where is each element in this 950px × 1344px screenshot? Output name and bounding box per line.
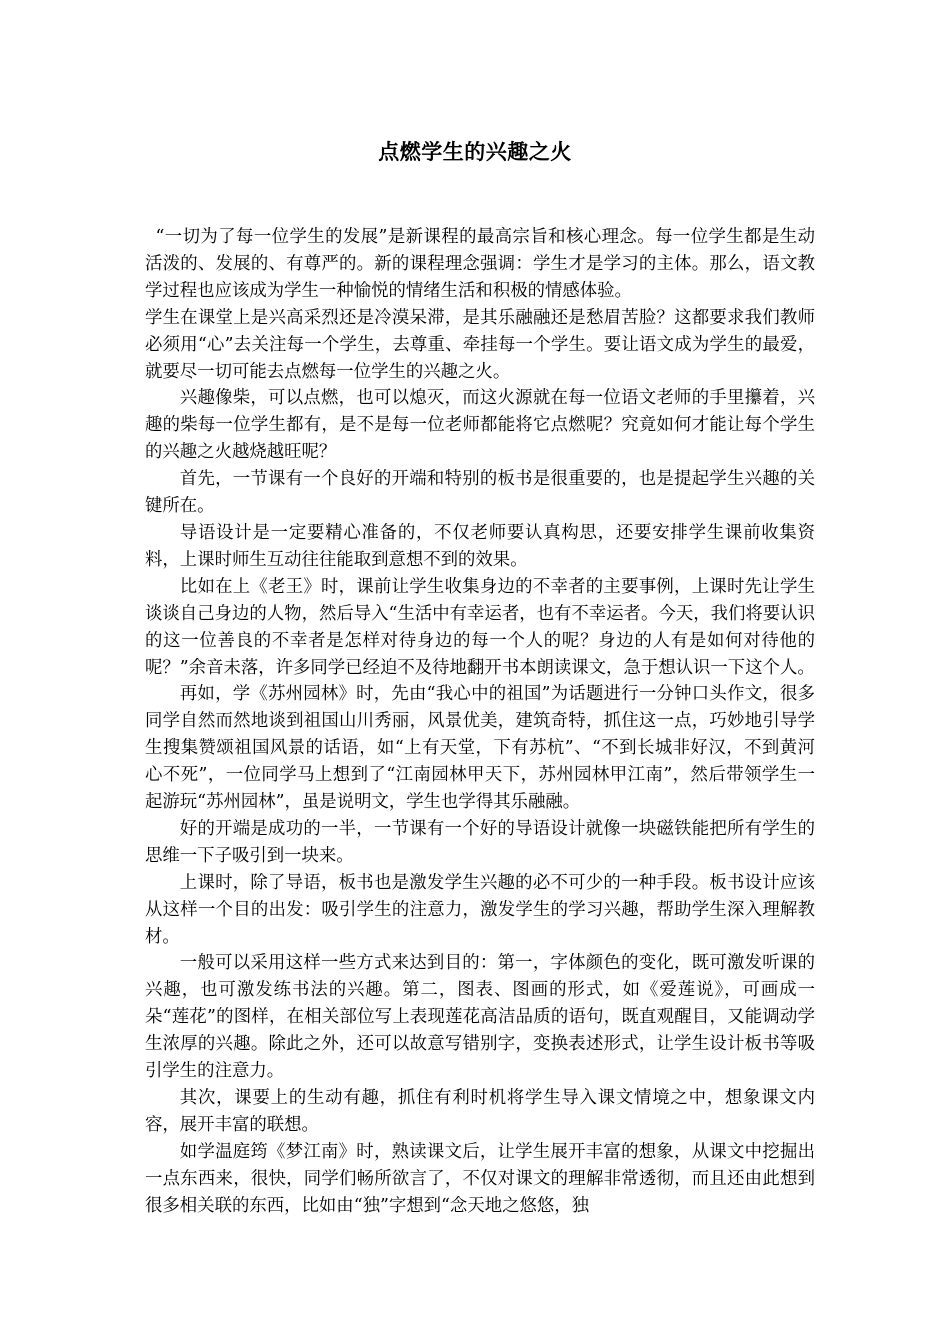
document-title: 点燃学生的兴趣之火	[378, 139, 572, 164]
paragraph: 如学温庭筠《梦江南》时，熟读课文后，让学生展开丰富的想象，从课文中挖掘出一点东西来，很快，同学们畅所欲言了，不仅对课文的理解非常透彻，而且还由此想到很多相关联的东西，比如由“独”字想到“念天地之悠悠，独	[145, 1141, 815, 1216]
paragraph: 其次，课要上的生动有趣，抓住有利时机将学生导入课文情境之中，想象课文内容，展开丰富的联想。	[145, 1088, 815, 1135]
paragraph: “一切为了每一位学生的发展”是新课程的最高宗旨和核心理念。每一位学生都是生动活泼的、发展的、有尊严的。新的课程理念强调：学生才是学习的主体。那么，语文教学过程也应该成为学生一种愉悦的情绪生活和积极的情感体验。	[145, 227, 815, 301]
paragraph: 上课时，除了导语，板书也是激发学生兴趣的必不可少的一种手段。板书设计应该从这样一个目的出发：吸引学生的注意力，激发学生的学习兴趣，帮助学生深入理解教材。	[145, 872, 815, 947]
paragraph: 比如在上《老王》时，课前让学生收集身边的不幸者的主要事例，上课时先让学生谈谈自己身边的人物，然后导入“生活中有幸运者，也有不幸运者。今天，我们将要认识的这一位善良的不幸者是怎样对待身边的每一个人的呢？身边的人有是如何对待他的呢？”余音未落，许多同学已经迫不及待地翻开书本朗读课文，急于想认识一下这个人。	[145, 576, 815, 678]
paragraph: 兴趣像柴，可以点燃，也可以熄灭，而这火源就在每一位语文老师的手里攥着，兴趣的柴每一位学生都有，是不是每一位老师都能将它点燃呢？究竟如何才能让每个学生的兴趣之火越烧越旺呢？	[145, 388, 815, 463]
paragraph: 再如，学《苏州园林》时，先由“我心中的祖国”为话题进行一分钟口头作文，很多同学自然而然地谈到祖国山川秀丽，风景优美，建筑奇特，抓住这一点，巧妙地引导学生搜集赞颂祖国风景的话语，如“上有天堂，下有苏杭”、“不到长城非好汉，不到黄河心不死”，一位同学马上想到了“江南园林甲天下，苏州园林甲江南”，然后带领学生一起游玩“苏州园林”，虽是说明文，学生也学得其乐融融。	[145, 684, 815, 813]
paragraph: 好的开端是成功的一半，一节课有一个好的导语设计就像一块磁铁能把所有学生的思维一下子吸引到一块来。	[145, 818, 815, 866]
document-body	[145, 224, 815, 1220]
paragraph: 学生在课堂上是兴高采烈还是冷漠呆滞，是其乐融融还是愁眉苦脸？这都要求我们教师必须用“心”去关注每一个学生，去尊重、牵挂每一个学生。要让语文成为学生的最爱，就要尽一切可能去点燃每一位学生的兴趣之火。	[145, 307, 815, 382]
paragraph: 导语设计是一定要精心准备的，不仅老师要认真构思，还要安排学生课前收集资料，上课时师生互动往往能取到意想不到的效果。	[145, 522, 815, 570]
paragraph: 一般可以采用这样一些方式来达到目的：第一，字体颜色的变化，既可激发听课的兴趣，也可激发练书法的兴趣。第二，图表、图画的形式，如《爱莲说》，可画成一朵“莲花”的图样，在相关部位写上表现莲花高洁品质的语句，既直观醒目，又能调动学生浓厚的兴趣。除此之外，还可以故意写错别字，变换表述形式，让学生设计板书等吸引学生的注意力。	[145, 953, 815, 1082]
paragraph: 首先，一节课有一个良好的开端和特别的板书是很重要的，也是提起学生兴趣的关键所在。	[145, 469, 815, 517]
